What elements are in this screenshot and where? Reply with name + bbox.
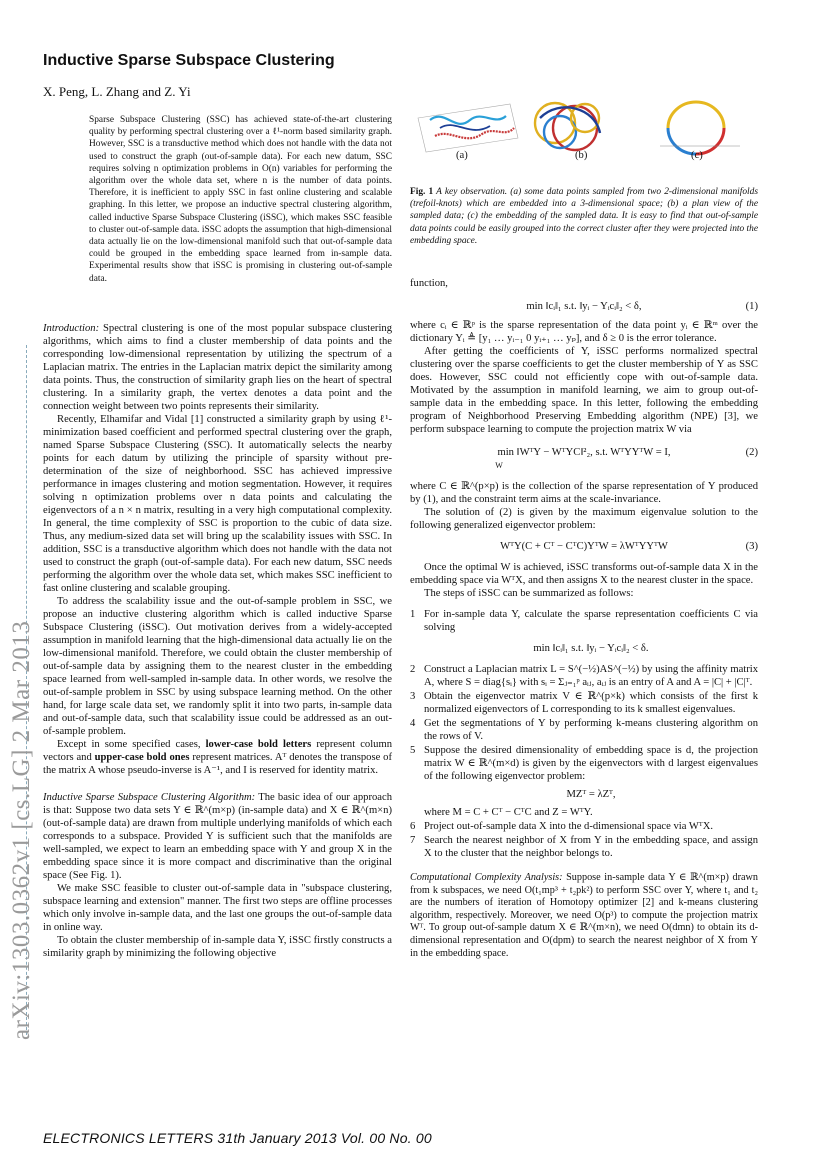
step-number: 4 bbox=[410, 718, 416, 729]
figure-caption-head: Fig. 1 bbox=[410, 187, 434, 197]
figure-caption-text: A key observation. (a) some data points sampled from two 2-dimensional manifolds (trefoil-knots) which are embedded into a 3-dimensional space; (b) a plan view of the sampled data; (c) the embedding of the sampled data. It is easy to find that out-of-sample data points could be easily grouped into the correct cluster after they were projected into the embedding space. bbox=[410, 187, 758, 246]
step-1-equation: min ‖cᵢ‖₁ s.t. ‖yᵢ − Yᵢcᵢ‖₂ < δ. bbox=[533, 643, 649, 654]
step-number: 5 bbox=[410, 745, 416, 756]
equation-3 bbox=[410, 540, 758, 553]
arxiv-stamp bbox=[2, 340, 40, 1040]
notation-text-2: represent column vectors and bbox=[43, 739, 392, 763]
equation-1-number: (1) bbox=[745, 301, 758, 312]
paragraph-after-eq1: where cᵢ ∈ ℝᵖ is the sparse representation of the data point yᵢ ∈ ℝᵐ over the dictionary Yᵢ ≜ [y₁ … yᵢ₋₁ 0 yᵢ₊₁ … yₚ], and δ ≥ 0 is the error tolerance. bbox=[410, 320, 758, 344]
paper-title: Inductive Sparse Subspace Clustering bbox=[43, 52, 335, 69]
notation-text-1: Except in some specified cases, bbox=[57, 739, 206, 750]
arxiv-stamp-text: arXiv:1303.0362v1 [cs.LG] 2 Mar 2013 bbox=[8, 620, 35, 1040]
intro-heading: Introduction: bbox=[43, 323, 100, 334]
paragraph-transform: Once the optimal W is achieved, iSSC transforms out-of-sample data X in the embedding space via WᵀX, and then assigns X to the nearest cluster in the space. bbox=[410, 562, 758, 586]
step-number: 7 bbox=[410, 835, 416, 846]
step-item bbox=[410, 608, 758, 655]
figure-panel-c bbox=[660, 102, 740, 154]
step-item bbox=[410, 690, 758, 716]
figure-1-caption bbox=[410, 186, 758, 247]
algorithm-paragraph-1: The basic idea of our approach is that: Suppose two data sets Y ∈ ℝ^(m×p) (in-sample data) and X ∈ ℝ^(m×n) (out-of-sample data) are drawn from multiple underlying manifolds of which each corresponds to a subspace. Provided Y is sufficient such that the manifolds are well-sampled, we expect to learn an embedding space with Y and group X in the embedding space since it is more compact and discriminative than the original space (See Fig. 1). bbox=[43, 792, 393, 881]
journal-footer: ELECTRONICS LETTERS 31th January 2013 Vol. 00 No. 00 bbox=[43, 1130, 432, 1146]
step-item bbox=[410, 663, 758, 689]
step-number: 3 bbox=[410, 691, 416, 702]
figure-label-a: (a) bbox=[456, 150, 468, 161]
equation-2 bbox=[410, 446, 758, 472]
figure-1-graphics bbox=[410, 98, 760, 158]
step-number: 1 bbox=[410, 609, 416, 620]
equation-2-body: min ‖WᵀY − WᵀYC‖²₂, s.t. WᵀYYᵀW = I, bbox=[497, 447, 671, 458]
notation-bold-2: upper-case bold ones bbox=[94, 752, 190, 763]
paragraph-constraint: where C ∈ ℝ^(p×p) is the collection of the sparse representation of Y produced by (1), and the constraint term aims at the scale-invariance. bbox=[410, 481, 758, 505]
paragraph-npe: After getting the coefficients of Y, iSSC performs normalized spectral clustering over the sparse coefficients to get the cluster membership of Y as SSC does. However, SSC could not efficiently cope with out-of-sample data. Motivated by the assumption in manifold learning, we aim to group out-of-sample data in the embedding space. In this letter, following the embedding program of Neighborhood Preserving Embedding algorithm (NPE) [3], we perform subspace learning to compute the projection matrix W via bbox=[410, 346, 758, 435]
figure-label-c: (c) bbox=[691, 150, 703, 161]
figure-panel-b bbox=[535, 103, 600, 150]
equation-1-body: min ‖cᵢ‖₁ s.t. ‖yᵢ − Yᵢcᵢ‖₂ < δ, bbox=[526, 301, 642, 312]
step-number: 6 bbox=[410, 821, 416, 832]
step-item bbox=[410, 834, 758, 860]
figure-panel-a bbox=[418, 104, 518, 152]
step-item bbox=[410, 820, 758, 833]
step-text: For in-sample data Y, calculate the sparse representation coefficients C via solving bbox=[424, 609, 758, 633]
step-number: 2 bbox=[410, 664, 416, 675]
step-text: Construct a Laplacian matrix L = S^(−½)AS^(−½) by using the affinity matrix A, where S = diag{sᵢ} with sᵢ = Σⱼ₌₁ᵖ aᵢⱼ, aᵢⱼ is an entry of A and A = |C| + |C|ᵀ. bbox=[424, 664, 758, 688]
step-text: Project out-of-sample data X into the d-dimensional space via WᵀX. bbox=[424, 821, 714, 832]
figure-1-labels bbox=[410, 150, 760, 164]
notation-text-3: represent matrices. Aᵀ denotes the transpose of the matrix A whose pseudo-inverse is A⁻¹, and I is reserved for identity matrix. bbox=[43, 752, 392, 776]
paper-authors: X. Peng, L. Zhang and Z. Yi bbox=[43, 84, 191, 99]
step-text: Get the segmentations of Y by performing k-means clustering algorithm on the rows of V. bbox=[424, 718, 758, 742]
complexity-heading: Computational Complexity Analysis: bbox=[410, 872, 563, 883]
equation-3-body: WᵀY(C + Cᵀ − CᵀC)YᵀW = λWᵀYYᵀW bbox=[500, 541, 668, 552]
algorithm-heading: Inductive Sparse Subspace Clustering Algorithm: bbox=[43, 792, 256, 803]
notation-bold-1: lower-case bold letters bbox=[205, 739, 312, 750]
intro-paragraph-1: Spectral clustering is one of the most popular subspace clustering algorithms, which aims to find a cluster membership of data points and the corresponding low-dimensional representation by utilizing the spectrum of a Laplacian matrix. The entries in the Laplacian matrix depict the similarity among data points. Thus, the construction of similarity graph lies on the heart of spectral clustering. In a similarity graph, the vertex denotes a data point and the connection weight between two points represents their similarity. bbox=[43, 323, 392, 412]
function-word: function, bbox=[410, 278, 448, 289]
paragraph-solution: The solution of (2) is given by the maximum eigenvalue solution to the following generalized eigenvector problem: bbox=[410, 507, 758, 531]
paragraph-steps-intro: The steps of iSSC can be summarized as follows: bbox=[424, 588, 634, 599]
step-item bbox=[410, 744, 758, 819]
figure-1 bbox=[410, 98, 760, 158]
left-column bbox=[43, 322, 392, 960]
complexity-text: Suppose in-sample data Y ∈ ℝ^(m×p) drawn from k subspaces, we need O(t₁mp³ + t₂pk²) to perform SSC over Y, where t₁ and t₂ are the numbers of iteration of Homotopy optimizer [2] and k-means clustering algorithm, respectively. Moreover, we need O(p³) to compute the projection matrix Wᵀ. To group out-of-sample datum X ∈ ℝ^(m×n), we need O(dmn) to obtain its d-dimensional representation and O(dpm) to search the nearest neighbor of X from Y in the embedding space. bbox=[410, 872, 758, 959]
figure-label-b: (b) bbox=[575, 150, 588, 161]
step-5-equation: MZᵀ = λZᵀ, bbox=[566, 789, 616, 800]
step-item bbox=[410, 717, 758, 743]
steps-list bbox=[410, 608, 758, 860]
equation-1 bbox=[410, 300, 758, 313]
equation-3-number: (3) bbox=[745, 541, 758, 552]
equation-2-subscript: W bbox=[495, 461, 503, 470]
notation-paragraph bbox=[43, 738, 392, 777]
step-5-where: where M = C + Cᵀ − CᵀC and Z = WᵀY. bbox=[424, 807, 593, 818]
intro-paragraph-3: To address the scalability issue and the out-of-sample problem in SSC, we propose an inductive clustering algorithm which is called inductive Sparse Subspace Clustering (iSSC). Out motivation derives from a widely-accepted assumption in manifold learning that the high-dimensional data actually lie on the low-dimensional manifold. Therefore, we could obtain the cluster membership of out-of-sample data by assigning them to the nearest cluster in the embedding space learned from well-sampled in-sample data. In other words, we resolve the out-of-sample problem in SSC by using subspace learning method. On the other hand, for large scale data set, we randomly split it into two parts, in-sample data and out-of-sample data, such that scalability issue could be addressed as an out-of-sample problem. bbox=[43, 596, 392, 737]
equation-2-number: (2) bbox=[745, 447, 758, 458]
complexity-paragraph bbox=[410, 872, 758, 960]
step-text: Suppose the desired dimensionality of embedding space is d, the projection matrix W ∈ ℝ^(m×d) is given by the eigenvectors with d largest eigenvalues of the following eigenvector problem: bbox=[424, 745, 758, 782]
algorithm-paragraph-3: To obtain the cluster membership of in-sample data Y, iSSC firstly constructs a similarity graph by minimizing the following objective bbox=[43, 935, 392, 959]
intro-paragraph-2: Recently, Elhamifar and Vidal [1] constructed a similarity graph by using ℓ¹-minimization based coefficient and performed spectral clustering over the graph, named Sparse Subspace Clustering (SSC). It automatically selects the nearby points for each datum by utilizing the principle of sparsity without pre-determination of the size of neighborhood. SSC has achieved impressive performance in images clustering and motion segmentation. However, it requires solving n optimization problems over n data points and calculating the eigenvectors of a n × n matrix, resulting in a very high computational complexity. In general, the time complexity of SSC is proportion to the cubic of data size. Thus, any medium-sized data set will bring up the scalability issues with SSC. In addition, SSC is a transductive algorithm which does not handle with the data not used to construct the graph (out-of-sample data). For each new datum, SSC needs performing the algorithm over the whole data set, which makes SSC inefficient to fast online clustering and scalable grouping. bbox=[43, 414, 392, 594]
abstract: Sparse Subspace Clustering (SSC) has achieved state-of-the-art clustering quality by performing spectral clustering over a ℓ¹-norm based similarity graph. However, SSC is a transductive method which does not handle with the data not used to construct the graph (out-of-sample data). For each new datum, SSC requires solving n optimization problems in O(n) variables for performing the algorithm over the whole data set, where n is the number of data points. Therefore, it is inefficient to apply SSC in fast online clustering and scalable graphing. In this letter, we propose an inductive spectral clustering algorithm, called inductive Sparse Subspace Clustering (iSSC), which makes SSC feasible to cluster out-of-sample data. iSSC adopts the assumption that high-dimensional data actually lie on the low-dimensional manifold such that out-of-sample data could be grouped in the embedding space learned from in-sample data. Experimental results show that iSSC is promising in clustering out-of-sample data. bbox=[89, 115, 392, 284]
right-column bbox=[410, 277, 758, 960]
step-text: Obtain the eigenvector matrix V ∈ ℝ^(p×k) which consists of the first k normalized eigenvectors of L corresponding to its k smallest eigenvalues. bbox=[424, 691, 758, 715]
algorithm-paragraph-2: We make SSC feasible to cluster out-of-sample data in "subspace clustering, subspace learning and extension" manner. The first two steps are offline processes which only involve in-sample data, and the last one groups the out-of-sample data in online way. bbox=[43, 883, 392, 933]
step-text: Search the nearest neighbor of X from Y in the embedding space, and assign X to the cluster that the neighbor belongs to. bbox=[424, 835, 758, 859]
